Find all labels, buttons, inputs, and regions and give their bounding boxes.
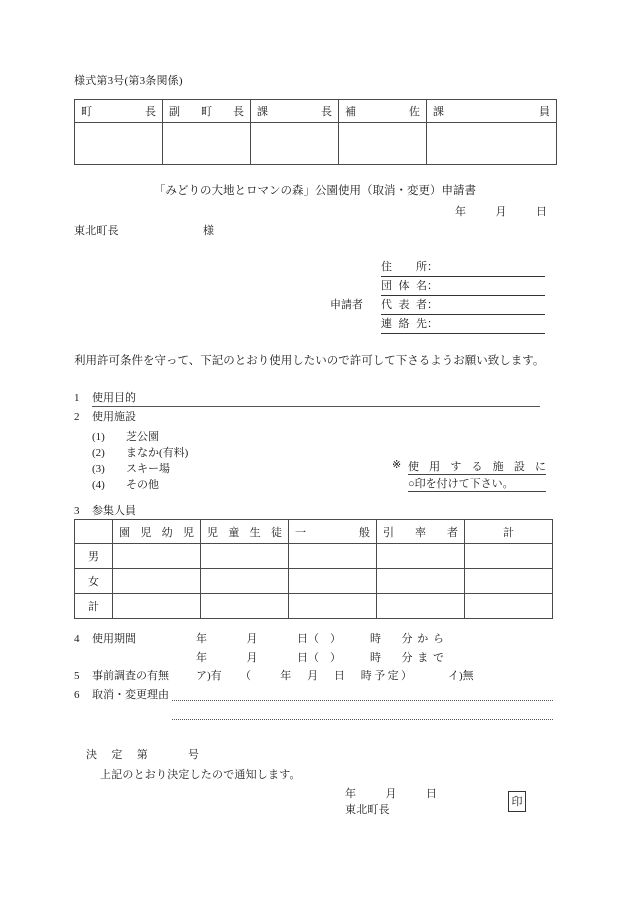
attendance-header-cell [289,520,377,544]
attendance-header-cell [113,520,201,544]
stamp-header-cell [75,100,163,123]
facility-option-index: (1) [92,431,105,443]
usage-period-start[interactable] [196,630,486,646]
attendance-header-label: 一般 [295,526,370,539]
lead-sentence: 利用許可条件を守って、下記のとおり使用したいので許可して下さるようお願い致します。 [74,355,545,367]
attendance-row-total [75,594,553,619]
prior-survey-date[interactable]: （ 年 月 日 時予定） [240,670,412,682]
attendance-header-cell [465,520,553,544]
attendance-header-label: 児童生徒 [207,526,282,539]
usage-period-row-end [74,649,486,665]
cancel-reason-input-line-2[interactable] [172,719,553,720]
applicant-contact-label: 連絡先： [381,318,438,330]
attendance-header-row [75,520,553,544]
item-usage-period-label: 使用期間 [92,633,136,645]
decision-number [86,748,199,763]
stamp-header-label: 課員 [433,106,550,118]
note-mark-icon: ※ [392,459,402,471]
prior-survey-option-yes[interactable]: ア)有 [196,670,222,682]
facility-option[interactable] [92,428,188,444]
attendance-header-cell [201,520,289,544]
attendance-cell[interactable] [113,594,201,619]
stamp-header-cell [339,100,427,123]
item-prior-survey-label: 事前調査の有無 [92,670,169,682]
attendance-cell[interactable] [201,569,289,594]
facility-option-label: スキー場 [126,463,170,475]
facility-option-index: (4) [92,479,105,491]
facility-note-text1: 使用する施設に [408,461,546,473]
facility-note [392,458,546,492]
applicant-address-label: 住 所： [381,261,438,273]
start-time: 時 分から [370,633,444,645]
start-weekday: （ ） [308,633,341,645]
document-title: 「みどりの大地とロマンの森」公園使用（取消・変更）申請書 [154,185,476,197]
stamp-header-cell [427,100,557,123]
item-usage-period [74,630,486,665]
decision-date-line [345,785,437,801]
start-date: 年 月 日 [196,633,308,645]
facility-option-label: まなか(有料) [126,447,189,459]
application-date-line [455,203,547,219]
facility-note-text2: ○印を付けて下さい。 [408,478,514,490]
end-time: 時 分まで [370,652,444,664]
facility-option-label: 芝公園 [126,431,159,443]
stamp-input-cell[interactable] [163,123,251,165]
attendance-cell[interactable] [465,594,553,619]
decision-date-day: 日 [426,788,437,800]
prior-survey-option-no[interactable]: イ)無 [448,670,474,682]
facility-option-index: (3) [92,463,105,475]
stamp-header-cell [251,100,339,123]
stamp-body-row [75,123,557,165]
facility-option-label: その他 [126,479,159,491]
end-weekday: （ ） [308,652,341,664]
attendance-cell[interactable] [377,569,465,594]
decision-date-month: 月 [385,788,397,800]
attendance-row-male [75,544,553,569]
attendance-cell[interactable] [377,544,465,569]
attendance-header-label: 引率者 [383,526,458,539]
facility-option[interactable] [92,460,188,476]
decision-number-label: 決定第 [86,749,148,761]
decision-signer: 東北町長 [345,804,390,816]
item-attendance [74,502,136,518]
applicant-label: 申請者 [330,299,363,311]
stamp-input-cell[interactable] [251,123,339,165]
facility-option[interactable] [92,444,188,460]
attendance-header-label: 計 [503,526,514,539]
attendance-cell[interactable] [113,569,201,594]
stamp-header-label: 町長 [81,106,156,118]
applicant-block [330,258,545,334]
attendance-row-label: 計 [75,594,113,619]
item-prior-survey [74,667,474,683]
attendance-cell[interactable] [465,544,553,569]
approval-stamp-table [74,99,557,165]
stamp-header-label: 副町長 [169,106,244,118]
decision-number-suffix: 号 [188,749,200,761]
applicant-representative-field[interactable] [381,296,545,315]
date-month-label: 月 [495,206,507,218]
item-cancel-reason-label: 取消・変更理由 [92,689,169,701]
addressee-honorific: 様 [203,225,215,237]
attendance-table [74,519,553,619]
attendance-cell[interactable] [113,544,201,569]
attendance-cell[interactable] [289,594,377,619]
decision-date-year: 年 [345,788,356,800]
attendance-cell[interactable] [377,594,465,619]
item-prior-survey-number: 5 [74,670,80,682]
applicant-representative-label: 代表者： [381,299,438,311]
item-purpose-number: 1 [74,392,80,404]
item-cancel-reason-number: 6 [74,689,80,701]
attendance-cell[interactable] [289,569,377,594]
stamp-input-cell[interactable] [427,123,557,165]
attendance-header-cell [377,520,465,544]
attendance-cell[interactable] [201,594,289,619]
stamp-header-row [75,100,557,123]
stamp-header-label: 補佐 [345,106,420,118]
item-facility-number: 2 [74,411,80,423]
usage-period-row-start [74,630,486,646]
attendance-cell[interactable] [201,544,289,569]
attendance-header-label: 園児幼児 [119,526,194,539]
item-purpose [74,389,540,407]
stamp-header-label: 課長 [257,106,332,118]
attendance-row-female [75,569,553,594]
item-facility [74,408,136,424]
item-facility-label: 使用施設 [92,411,136,423]
cancel-reason-input-line-1[interactable] [172,700,553,701]
applicant-organization-label: 団体名： [381,280,438,292]
item-cancel-reason [74,686,169,702]
item-attendance-number: 3 [74,505,80,517]
facility-note-line1 [392,458,546,475]
attendance-cell[interactable] [465,569,553,594]
attendance-corner-cell [75,520,113,544]
addressee: 東北町長 [74,225,119,237]
applicant-organization-field[interactable] [381,277,545,296]
usage-period-end[interactable] [196,649,486,665]
facility-option[interactable] [92,476,188,492]
facility-note-line2 [408,475,546,492]
stamp-header-cell [163,100,251,123]
facility-option-index: (2) [92,447,105,459]
stamp-input-cell[interactable] [339,123,427,165]
stamp-input-cell[interactable] [75,123,163,165]
attendance-cell[interactable] [289,544,377,569]
form-number: 様式第3号(第3条関係) [74,75,183,87]
date-year-label: 年 [455,206,466,218]
applicant-contact-field[interactable] [381,315,545,334]
end-date: 年 月 日 [196,652,308,664]
date-day-label: 日 [536,206,547,218]
seal-stamp-box[interactable]: 印 [508,791,526,812]
facility-option-list [92,428,188,492]
item-purpose-input[interactable]: 使用目的 [92,389,540,407]
applicant-address-field[interactable] [381,258,545,277]
attendance-row-label: 男 [75,544,113,569]
attendance-row-label: 女 [75,569,113,594]
item-attendance-label: 参集人員 [92,505,136,517]
item-usage-period-number: 4 [74,633,80,645]
decision-notice-text: 上記のとおり決定したので通知します。 [100,769,301,781]
